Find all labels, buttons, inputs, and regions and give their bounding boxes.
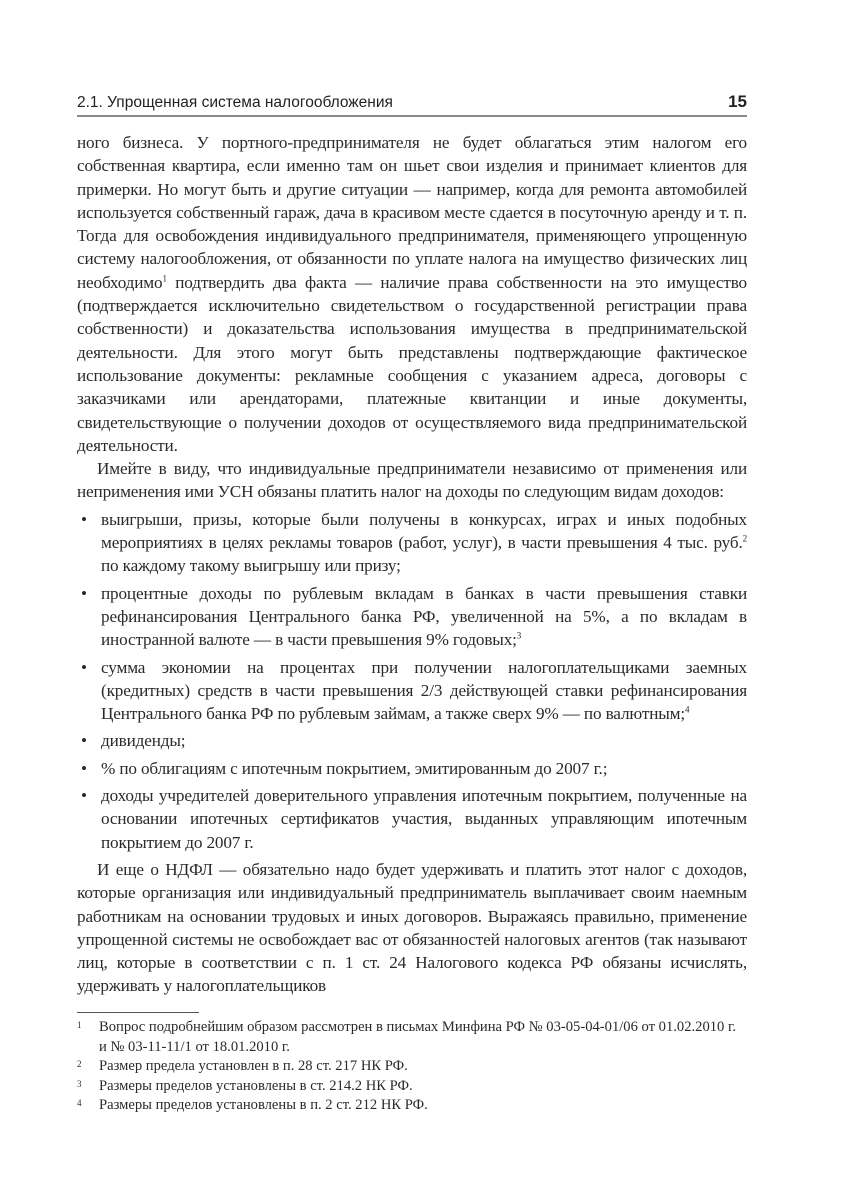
page	[77, 92, 747, 998]
list-item: • выигрыши, призы, которые были получены в конкурсах, играх и иных подобных мероприятиях в целях рекламы товаров (работ, услуг), в части превышения 4 тыс. руб.$^2$ по каждому такому выигрышу или призу;	[77, 508, 747, 578]
list-item: • % по облигациям с ипотечным покрытием, эмитированным до 2007 г.;	[77, 757, 747, 780]
list-item: • процентные доходы по рублевым вкладам в банках в части превышения ставки рефинансирования Центрального банка РФ, увеличенной на 5%, а по вкладам в иностранной валюте — в части превышения 9% годовых;$^3$	[77, 582, 747, 652]
footnote-3: 3 Размеры пределов установлены в ст. 214.2 НК РФ.	[77, 1077, 413, 1094]
list-item: • доходы учредителей доверительного управления ипотечным покрытием, полученные на основании ипотечных сертификатов участия, выданных управляющим ипотечным покрытием до 2007 г.	[77, 784, 747, 854]
footnote-ref-2[interactable]: 2	[742, 533, 747, 544]
footnotes	[77, 1018, 747, 1116]
footnote-2: 2 Размер предела установлен в п. 28 ст. 217 НК РФ.	[77, 1058, 408, 1074]
list-item: • дивиденды;	[77, 729, 747, 752]
footnote-ref-1[interactable]: 1	[162, 273, 167, 284]
footnote-1: 1 Вопрос подробнейшим образом рассмотрен в письмах Минфина РФ № 03-05-04-01/06 от 01.02.2010 г. и № 03-11-11/1 от 18.01.2010 г.	[77, 1019, 736, 1055]
body-text	[77, 131, 747, 998]
footnote-ref-3[interactable]: 3	[516, 630, 522, 641]
footnote-4: 4 Размеры пределов установлены в п. 2 ст. 212 НК РФ.	[77, 1097, 428, 1113]
paragraph-3: И еще о НДФЛ — обязательно надо будет удерживать и платить этот налог с доходов, которые организация или индивидуальный предприниматель выплачивает своим наемным работникам на основании трудовых и иных договоров. Выражаясь правильно, применение упрощенной системы не освобождает вас от обязанностей налоговых агентов (так называют лиц, которые в соответствии с п. 1 ст. 24 Налогового кодекса РФ обязаны исчислять, удерживать у налогоплательщиков	[77, 859, 747, 996]
running-header	[77, 92, 747, 117]
paragraph-2: Имейте в виду, что индивидуальные предприниматели независимо от применения или неприменения ими УСН обязаны платить налог на доходы по следующим видам доходов:	[77, 459, 747, 502]
section-title: 2.1. Упрощенная система налогообложения	[77, 94, 393, 111]
income-list	[77, 508, 747, 854]
footnote-divider	[77, 1012, 199, 1013]
footnote-ref-4[interactable]: 4	[685, 704, 690, 715]
list-item: • сумма экономии на процентах при получении налогоплательщиками заемных (кредитных) средств в части превышения 2/3 действующей ставки рефинансирования Центрального банка РФ по рублевым займам, а также сверх 9% — по валютным;$^4$	[77, 656, 747, 726]
page-number: 15	[728, 92, 747, 111]
paragraph-1: ного бизнеса. У портного-предпринимателя не будет облагаться этим налогом его собственная квартира, если именно там он шьет свои изделия и принимает клиентов для примерки. Но могут быть и другие ситуации — например, когда для ремонта автомобилей используется собственный гараж, дача в красивом месте сдается в посуточную аренду и т. п. Тогда для освобождения индивидуального предпринимателя, применяющего упрощенную систему налогообложения, от обязанности по уплате налога на имущество физических лиц необходимо$^1$ подтвердить два факта — наличие права собственности на это имущество (подтверждается исключительно свидетельством о государственной регистрации права собственности) и доказательства использования имущества в предпринимательской деятельности. Для этого могут быть представлены подтверждающие фактическое использование документы: рекламные сообщения с указанием адреса, договоры с заказчиками или арендаторами, платежные квитанции и иные документы, свидетельствующие о получении доходов от осуществляемого вида предпринимательской деятельности.	[77, 133, 747, 455]
